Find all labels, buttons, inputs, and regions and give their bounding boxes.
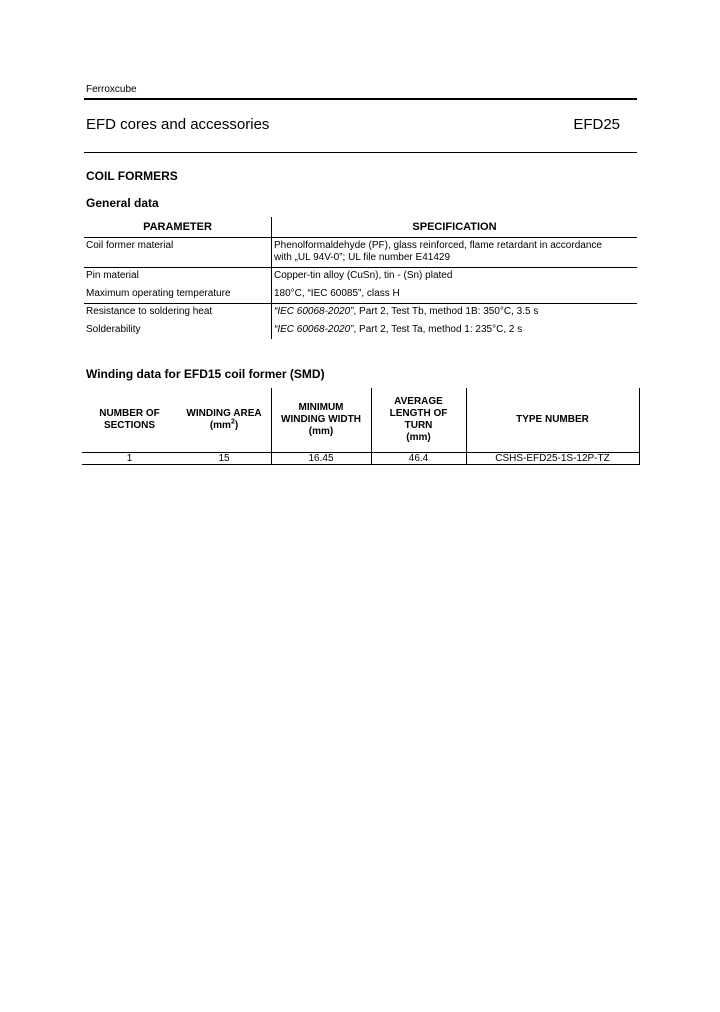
- param-cell: Resistance to soldering heat: [86, 306, 213, 317]
- general-data-heading: General data: [86, 196, 159, 210]
- col-specification: SPECIFICATION: [412, 221, 497, 233]
- spec-standard: “IEC 60068-2020”: [274, 306, 354, 317]
- spec-cell: 180°C, “IEC 60085”, class H: [274, 288, 400, 299]
- spec-cell: [274, 324, 636, 336]
- cell-min-winding-width: 16.45: [308, 453, 334, 464]
- company-name: Ferroxcube: [86, 84, 137, 95]
- column-divider: [271, 217, 272, 339]
- param-cell: Solderability: [86, 324, 141, 335]
- header-type-number: TYPE NUMBER: [516, 414, 589, 425]
- document-code: EFD25: [573, 116, 620, 133]
- table-bottom-rule: [82, 464, 640, 465]
- header-min-winding-width: MINIMUM WINDING WIDTH (mm): [281, 402, 361, 437]
- spec-detail: , Part 2, Test Tb, method 1B: 350°C, 3.5 s: [353, 306, 539, 317]
- header-rule: [84, 98, 637, 100]
- col-parameter: PARAMETER: [143, 221, 212, 233]
- cell-winding-area: 15: [218, 453, 230, 464]
- spec-detail: , Part 2, Test Ta, method 1: 235°C, 2 s: [353, 324, 523, 335]
- section-title: COIL FORMERS: [86, 169, 178, 183]
- param-cell: Pin material: [86, 270, 139, 281]
- row-separator: [84, 267, 637, 268]
- general-data-table: [84, 217, 637, 335]
- header-sections: NUMBER OF SECTIONS: [99, 408, 160, 431]
- param-cell: Maximum operating temperature: [86, 288, 231, 299]
- document-title: EFD cores and accessories: [86, 116, 270, 133]
- param-cell: Coil former material: [86, 240, 174, 251]
- winding-data-table: [82, 388, 640, 464]
- spec-cell: [274, 306, 636, 318]
- spec-standard: “IEC 60068-2020”: [274, 324, 354, 335]
- spec-line: with „UL 94V-0”; UL file number E41429: [274, 252, 451, 263]
- header-avg-length-of-turn: AVERAGE LENGTH OF TURN (mm): [389, 396, 448, 443]
- spec-cell: Copper-tin alloy (CuSn), tin - (Sn) plated: [274, 270, 453, 281]
- row-separator: [84, 303, 637, 304]
- header-winding-area: WINDING AREA $(mm^2)$: [186, 408, 262, 431]
- cell-type-number: CSHS-EFD25-1S-12P-TZ: [495, 453, 610, 464]
- winding-data-heading: Winding data for EFD15 coil former (SMD): [86, 367, 325, 381]
- spec-line: Phenolformaldehyde (PF), glass reinforced, flame retardant in accordance: [274, 240, 602, 251]
- title-rule: [84, 152, 637, 153]
- spec-cell: [274, 240, 636, 264]
- cell-avg-length-of-turn: 46.4: [408, 453, 429, 464]
- general-table-header: [84, 217, 637, 238]
- cell-sections: 1: [126, 453, 133, 464]
